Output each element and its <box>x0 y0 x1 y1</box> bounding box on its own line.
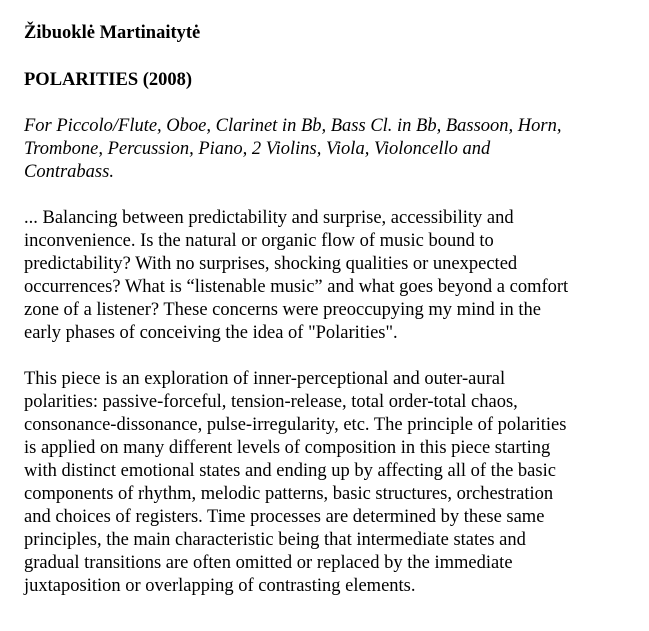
paragraph-line: predictability? With no surprises, shocking qualities or unexpected <box>24 254 518 274</box>
paragraph-line: occurrences? What is “listenable music” and what goes beyond a comfort <box>24 277 569 297</box>
paragraph-line: zone of a listener? These concerns were preoccupying my mind in the <box>24 300 541 320</box>
composer-name: Žibuoklė Martinaitytė <box>24 23 201 43</box>
paragraph-line: is applied on many different levels of composition in this piece starting <box>24 438 551 458</box>
paragraph-line: components of rhythm, melodic patterns, basic structures, orchestration <box>24 484 554 504</box>
piece-title: POLARITIES (2008) <box>24 70 193 90</box>
paragraph-line: with distinct emotional states and ending up by affecting all of the basic <box>24 461 556 481</box>
paragraph-line: ... Balancing between predictability and surprise, accessibility and <box>24 208 514 228</box>
instrumentation-line: Contrabass. <box>24 162 114 182</box>
paragraph-line: juxtaposition or overlapping of contrasting elements. <box>24 576 416 596</box>
paragraph-line: inconvenience. Is the natural or organic flow of music bound to <box>24 231 494 251</box>
paragraph-line: polarities: passive-forceful, tension-release, total order-total chaos, <box>24 392 518 412</box>
paragraph-line: and choices of registers. Time processes are determined by these same <box>24 507 545 527</box>
intro-paragraph <box>24 207 642 345</box>
document-body <box>24 22 642 598</box>
description-paragraph <box>24 368 642 598</box>
paragraph-line: early phases of conceiving the idea of "Polarities". <box>24 323 398 343</box>
paragraph-line: consonance-dissonance, pulse-irregularity, etc. The principle of polarities <box>24 415 567 435</box>
paragraph-line: gradual transitions are often omitted or replaced by the immediate <box>24 553 513 573</box>
paragraph-line: This piece is an exploration of inner-perceptional and outer-aural <box>24 369 506 389</box>
instrumentation-line: For Piccolo/Flute, Oboe, Clarinet in Bb, Bass Cl. in Bb, Bassoon, Horn, <box>24 116 562 136</box>
paragraph-line: principles, the main characteristic being that intermediate states and <box>24 530 526 550</box>
instrumentation-line: Trombone, Percussion, Piano, 2 Violins, Viola, Violoncello and <box>24 139 491 159</box>
instrumentation <box>24 115 642 184</box>
